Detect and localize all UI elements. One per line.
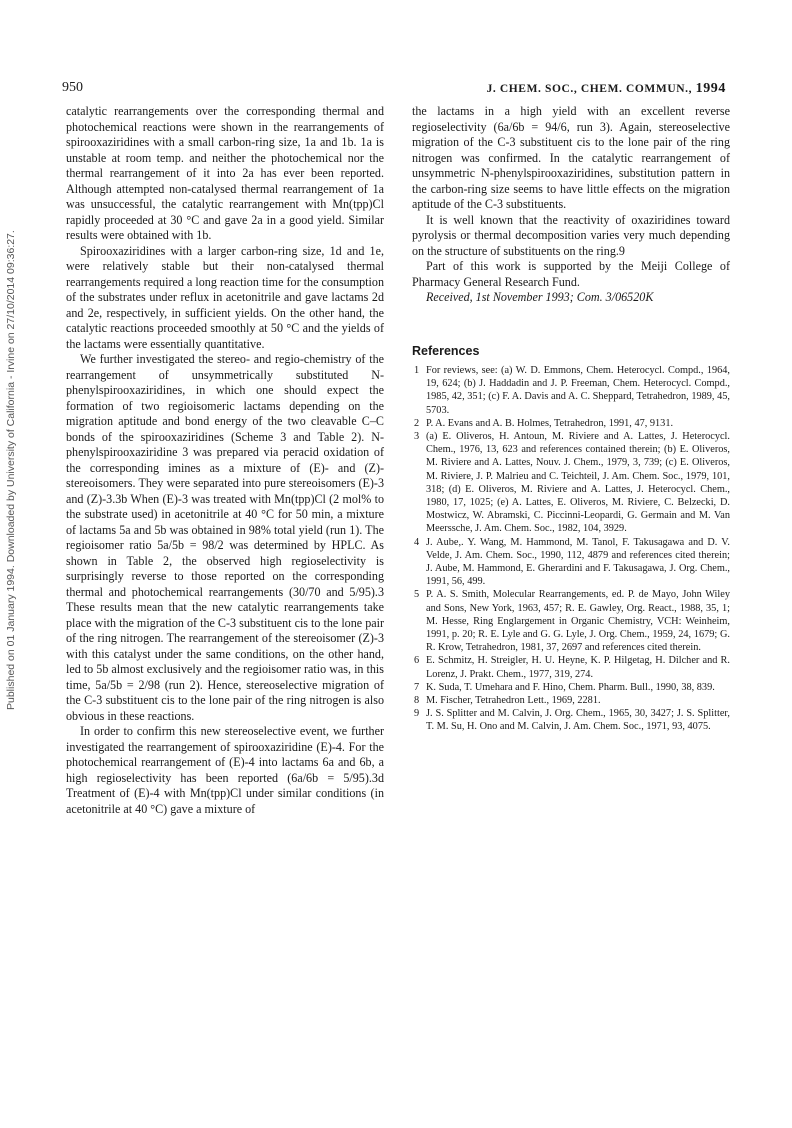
- reference-number: 8: [414, 695, 420, 707]
- reference-text: E. Schmitz, H. Streigler, H. U. Heyne, K. P. Hilgetag, H. Dilcher and R. Lorenz, J. Prakt. Chem., 1977, 319, 274.: [426, 655, 730, 680]
- reference-number: 1: [414, 365, 420, 376]
- reference-item: [412, 417, 730, 430]
- paragraph: It is well known that the reactivity of oxaziridines toward pyrolysis or thermal decomposition varies very much depending on the structure of substituents on the ring.9: [412, 212, 730, 258]
- reference-text: For reviews, see: (a) W. D. Emmons, Chem. Heterocycl. Compd., 1964, 19, 624; (b) J. Haddadin and J. P. Freeman, Chem. Heterocycl. Compd., 1985, 42, 351; (c) F. A. Davis and A. C. Sheppard, Tetrahedron, 1989, 45, 5703.: [426, 365, 730, 416]
- reference-text: M. Fischer, Tetrahedron Lett., 1969, 2281.: [426, 695, 601, 707]
- reference-text: J. S. Splitter and M. Calvin, J. Org. Chem., 1965, 30, 3427; J. S. Splitter, T. M. Su, H. Ono and M. Calvin, J. Am. Chem. Soc., 1971, 93, 4075.: [426, 708, 730, 733]
- references-list: [412, 364, 730, 734]
- reference-item: [412, 654, 730, 680]
- running-head: [487, 81, 726, 97]
- right-column: [412, 104, 730, 1064]
- reference-item: [412, 681, 730, 694]
- received-date: Received, 1st November 1993; Com. 3/06520K: [426, 290, 654, 304]
- left-column: [66, 104, 384, 1064]
- reference-number: 3: [414, 431, 420, 443]
- paragraph: In order to confirm this new stereoselective event, we further investigated the rearrangement of spirooxaziridine (E)-4. For the photochemical rearrangement of (E)-4 into lactams 6a and 6b, a high regioselectivity has been reported (6a/6b = 5/95).3d Treatment of (E)-4 with Mn(tpp)Cl under similar conditions (in acetonitrile at 40 °C) gave a mixture of: [66, 724, 384, 816]
- reference-item: [412, 536, 730, 589]
- reference-text: P. A. S. Smith, Molecular Rearrangements, ed. P. de Mayo, John Wiley and Sons, New York, 1963, 457; R. E. Gawley, Org. React., 1988, 35, 1; M. Hesse, Ring Englargement in Organic Chemistry, VCH: Weinheim, 1991, p. 20; R. E. Lyle and G. G. Lyle, J. Org. Chem., 1959, 24, 1679; G. R. Krow, Tetrahedron, 1981, 37, 2697 and references cited therein.: [426, 589, 730, 654]
- reference-text: J. Aube,. Y. Wang, M. Hammond, M. Tanol, F. Takusagawa and D. V. Velde, J. Am. Chem. Soc., 1990, 112, 4879 and references cited therein; J. Aube, M. Hammond, E. Gherardini and F. Takusagawa, J. Org. Chem., 1991, 56, 499.: [426, 536, 730, 588]
- reference-number: 5: [414, 589, 420, 601]
- reference-item: [412, 588, 730, 654]
- paragraph: catalytic rearrangements over the corresponding thermal and photochemical reactions were shown in the rearrangements of spirooxaziridines with a small carbon-ring size, 1a and 1b. 1a is unstable at room temp. and neither the photochemical nor the thermal rearrangement of it into 2a has ever been reported. Although attempted non-catalysed thermal rearrangement of 1a was unsuccessful, the catalytic rearrangement with Mn(tpp)Cl rapidly proceeded at 30 °C and gave 2a in a good yield. Similar results were obtained with 1b.: [66, 104, 384, 242]
- paragraph: Spirooxaziridines with a larger carbon-ring size, 1d and 1e, were relatively stable but their non-catalysed thermal rearrangements required a long reaction time for the consumption of the substrates under reflux in acetonitrile and gave lactams 2d and 2e, respectively, in sufficient yields. On the other hand, the catalytic reactions proceeded smoothly at 50 °C and the yields of the lactams were essentially quantitative.: [66, 243, 384, 351]
- paragraph: We further investigated the stereo- and regio-chemistry of the rearrangement of unsymmetrically substituted N-phenylspirooxaziridines, in which one should expect the formation of two regioisomeric lactams depending on the migration aptitude and bond energy of the two cleavable C–C bonds of the spirooxaziridines (Scheme 3 and Table 2). N-phenylspirooxaziridine 3 was prepared via peracid oxidation of the corresponding imines as a mixture of (E)- and (Z)-stereoisomers. They were separated into pure stereoisomers (E)-3 and (Z)-3.3b When (E)-3 was treated with Mn(tpp)Cl (2 mol% to the substrate used) in acetonitrile at 40 °C for 50 min, a mixture of lactams 5a and 5b was obtained in 98% total yield (run 1). The regioisomer ratio 5a/5b = 98/2 was determined by HPLC. As shown in Table 2, the observed high regioselectivity is surprisingly reverse to those reported on the corresponding thermal and photochemical rearrangements (30/70 and 5/95).3 These results mean that the new catalytic rearrangements take place with the migration of the C-3 substituent cis to the lone pair of the ring nitrogen. The rearrangement of the stereoisomer (Z)-3 with this catalyst under the same conditions, on the other hand, led to 5b almost exclusively and the regioisomer ratio was, in this time, 5a/5b = 2/98 (run 2). Hence, stereoselective migration of the C-3 substituent cis to the lone pair of the ring nitrogen is also obvious in these reactions.: [66, 352, 384, 723]
- reference-number: 6: [414, 655, 420, 667]
- journal-name: J. CHEM. SOC., CHEM. COMMUN.,: [486, 83, 693, 95]
- reference-item: [412, 694, 730, 707]
- paragraph: the lactams in a high yield with an excellent reverse regioselectivity (6a/6b = 94/6, run 3). Again, stereoselective migration of the C-3 substituent cis to the lone pair of the ring nitrogen was confirmed. In the catalytic rearrangement of unsymmetric N-phenylspirooxaziridines, substitution pattern in the carbon-ring size seems to have little effects on the migration aptitude of the C-3 substituents.: [412, 104, 730, 211]
- download-notice: Published on 01 January 1994. Downloaded by University of California - Irvine on 27/10/2014 09:36:27.: [5, 230, 17, 710]
- journal-year: 1994: [695, 81, 726, 96]
- reference-item: [412, 707, 730, 733]
- reference-number: 4: [414, 536, 420, 548]
- reference-text: (a) E. Oliveros, H. Antoun, M. Riviere and A. Lattes, J. Heterocycl. Chem., 1976, 13, 623 and references contained therein; (b) E. Oliveros, M. Riviere and A. Lattes, Nouv. J. Chem., 1979, 3, 739; (c) E. Oliveros, M. Riviere, J. P. Malrieu and C. Teichteil, J. Am. Chem. Soc., 1979, 101, 318; (d) E. Oliveros, M. Riviere and A. Lattes, J. Heterocycl. Chem., 1980, 17, 1025; (e) A. Lattes, E. Oliveros, M. Riviere, C. Belzecki, D. Mostwicz, W. Abramski, C. Piccinni-Leopardi, G. Germain and M. Van Meerssche, J. Am. Chem. Soc., 1982, 104, 3929.: [426, 431, 730, 535]
- page-number: 950: [62, 80, 83, 95]
- reference-number: 2: [414, 417, 420, 429]
- reference-item: [412, 430, 730, 536]
- reference-text: K. Suda, T. Umehara and F. Hino, Chem. Pharm. Bull., 1990, 38, 839.: [426, 681, 715, 693]
- acknowledgement: Part of this work is supported by the Meiji College of Pharmacy General Research Fund.: [412, 259, 730, 289]
- reference-number: 9: [414, 708, 420, 720]
- reference-text: P. A. Evans and A. B. Holmes, Tetrahedron, 1991, 47, 9131.: [426, 417, 674, 429]
- reference-item: [412, 364, 730, 417]
- reference-number: 7: [414, 681, 420, 693]
- references-heading: References: [412, 343, 480, 358]
